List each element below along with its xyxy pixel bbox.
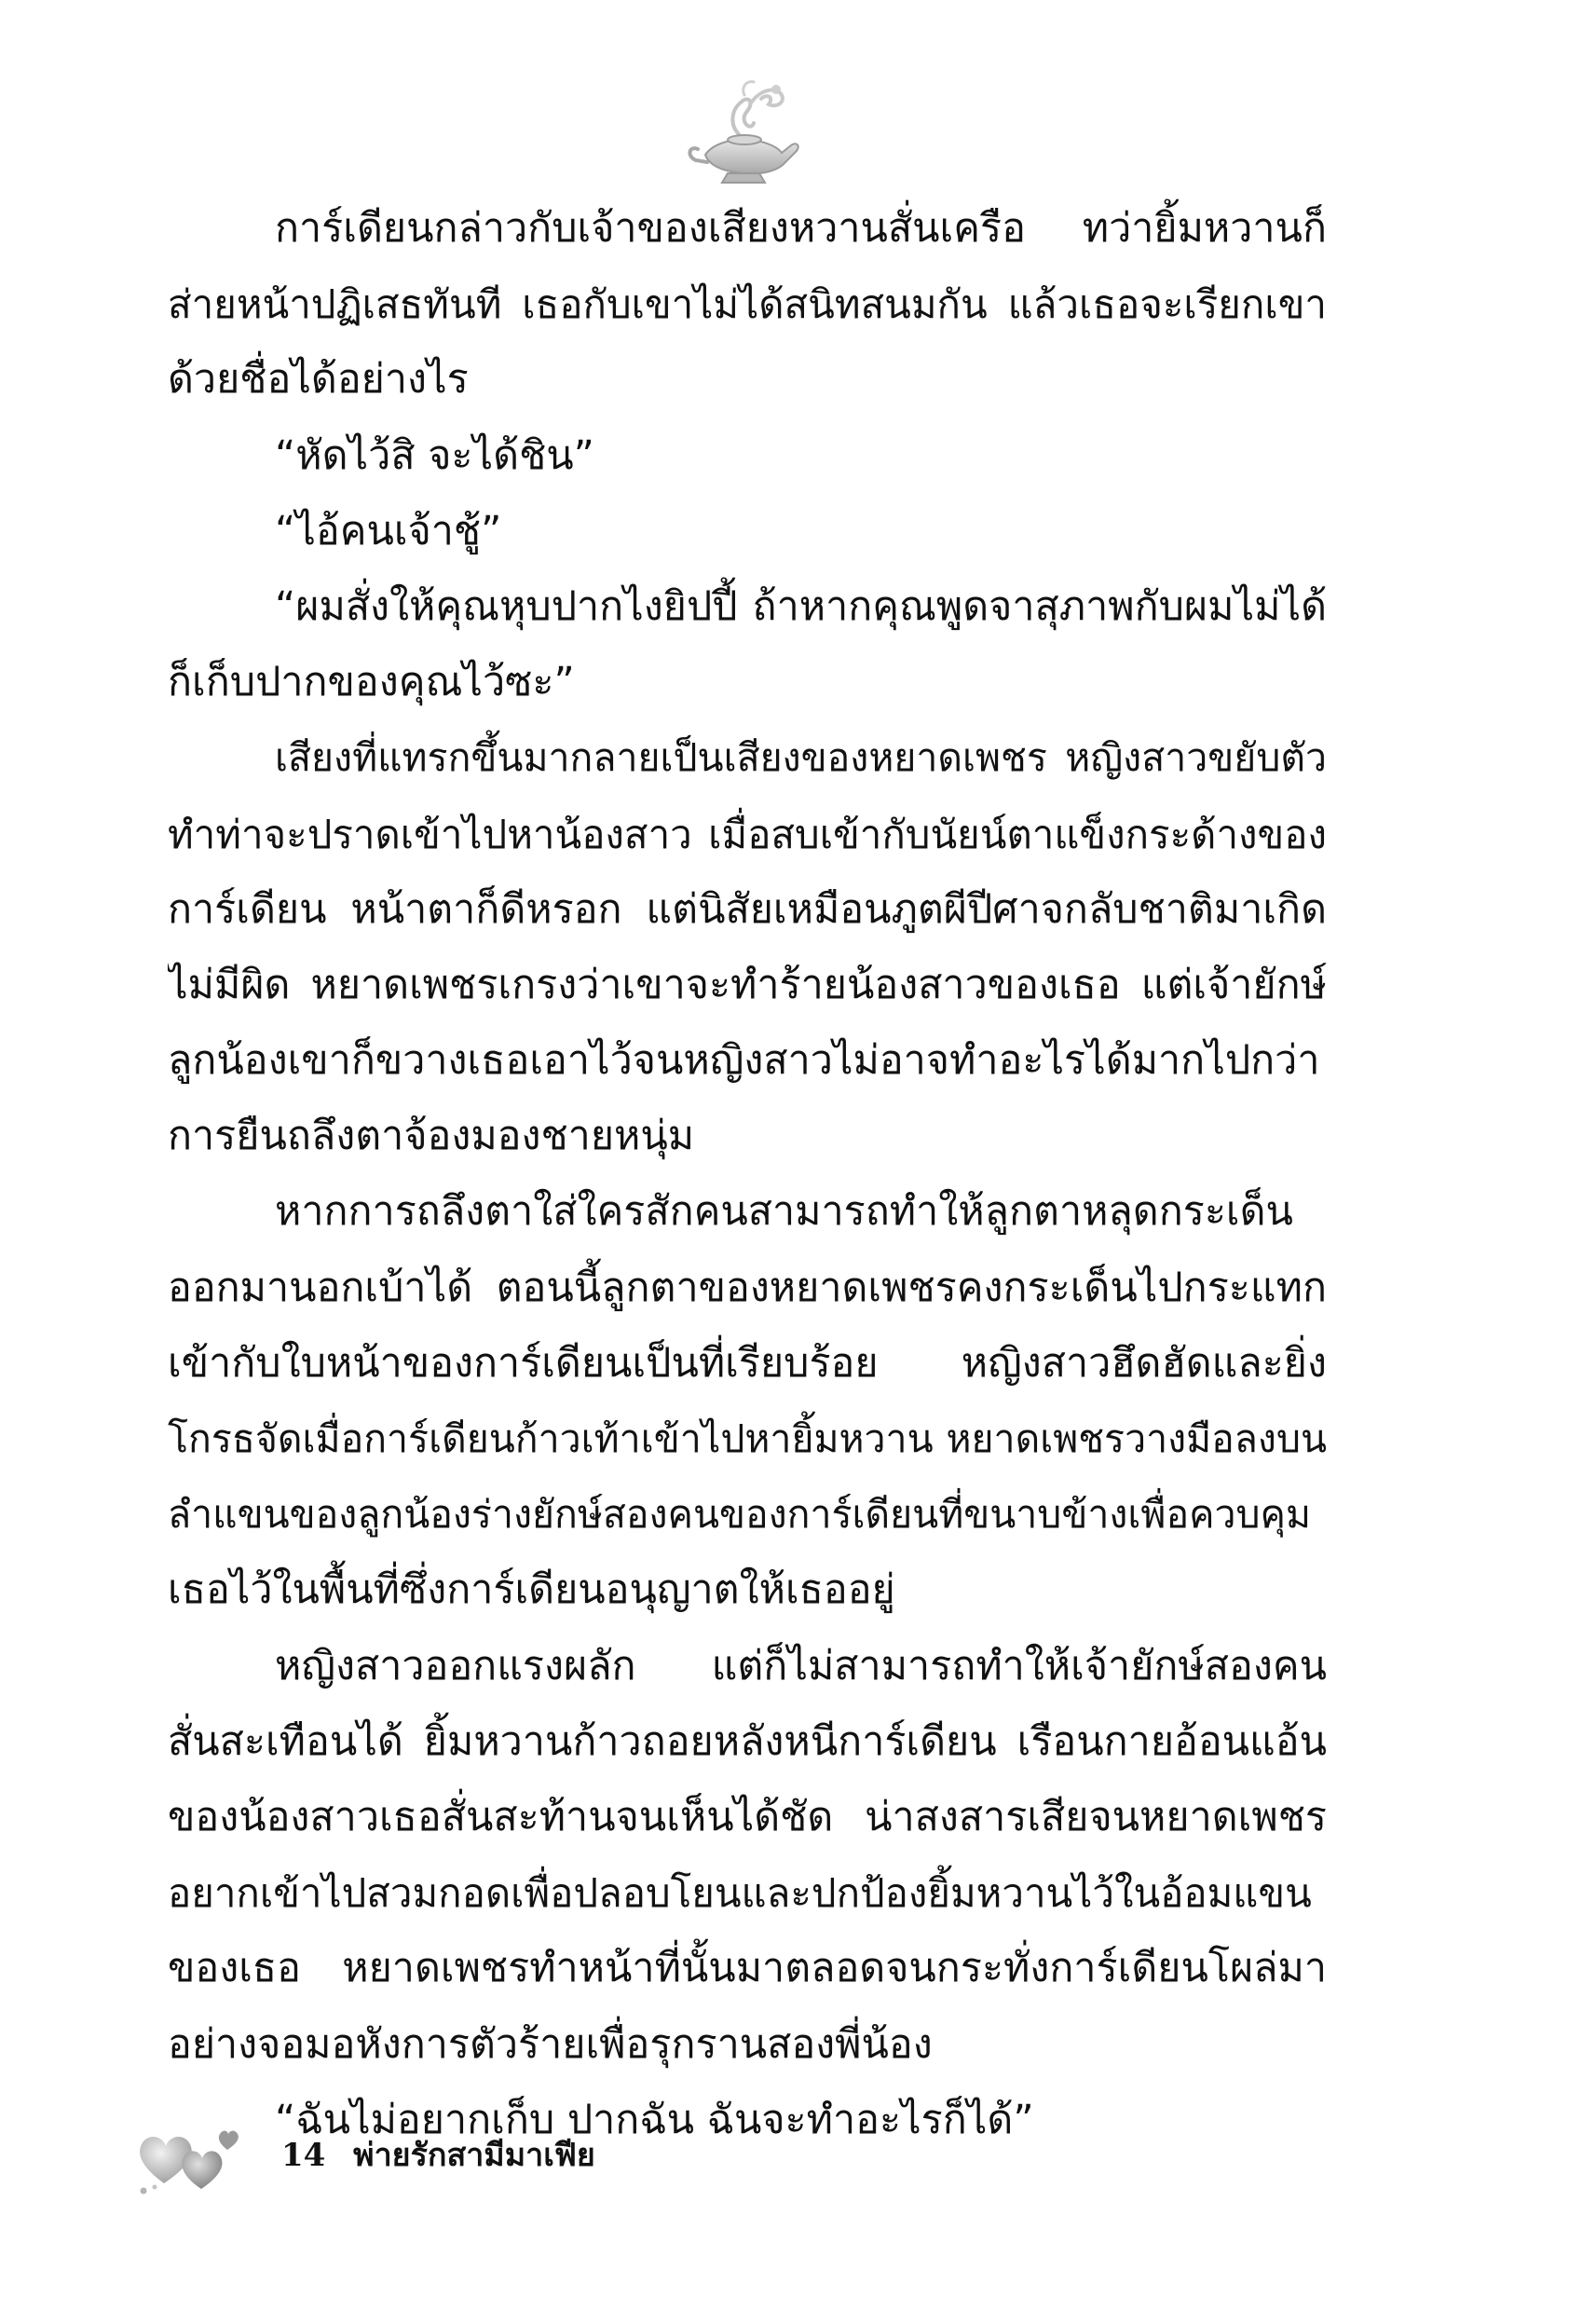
text-line: การ์เดียนกล่าวกับเจ้าของเสียงหวานสั่นเครือ ทว่ายิ้มหวานก็ — [275, 205, 1327, 252]
text-line: โกรธจัดเมื่อการ์เดียนก้าวเท้าเข้าไปหายิ้มหวาน หยาดเพชรวางมือลงบน — [168, 1416, 1327, 1461]
text-line: “ไอ้คนเจ้าชู้” — [275, 507, 502, 554]
text-line: การ์เดียน หน้าตาก็ดีหรอก แต่นิสัยเหมือนภูตผีปีศาจกลับชาติมาเกิด — [168, 885, 1327, 933]
text-line: ด้วยชื่อได้อย่างไร — [168, 356, 469, 403]
text-line: ลำแขนของลูกน้องร่างยักษ์สองคนของการ์เดียนที่ขนาบข้างเพื่อควบคุม — [168, 1492, 1311, 1538]
paragraph — [168, 720, 1327, 1174]
paragraph — [168, 191, 1327, 418]
text-line: ออกมานอกเบ้าได้ ตอนนี้ลูกตาของหยาดเพชรคงกระเด็นไปกระแทก — [168, 1264, 1327, 1311]
page-text — [168, 191, 1327, 2158]
paragraph — [168, 1174, 1327, 1628]
text-line: เธอไว้ในพื้นที่ซึ่งการ์เดียนอนุญาตให้เธออยู่ — [168, 1566, 895, 1614]
text-line: “ผมสั่งให้คุณหุบปากไงยิปปี้ ถ้าหากคุณพูดจาสุภาพกับผมไม่ได้ — [275, 582, 1327, 630]
text-line: อยากเข้าไปสวมกอดเพื่อปลอบโยนและปกป้องยิ้มหวานไว้ในอ้อมแขน — [168, 1870, 1312, 1917]
magic-lamp-icon — [685, 76, 806, 186]
text-line: “หัดไว้สิ จะได้ชิน” — [275, 431, 594, 479]
text-line: ทำท่าจะปราดเข้าไปหาน้องสาว เมื่อสบเข้ากับนัยน์ตาแข็งกระด้างของ — [168, 811, 1327, 857]
grey-hearts-icon — [130, 2111, 252, 2195]
paragraph — [168, 418, 1327, 494]
text-line: เสียงที่แทรกขึ้นมากลายเป็นเสียงของหยาดเพชร หญิงสาวขยับตัว — [275, 735, 1327, 781]
text-line: หญิงสาวออกแรงผลัก แต่ก็ไม่สามารถทำให้เจ้ายักษ์สองคน — [275, 1642, 1327, 1689]
text-line: หากการถลึงตาใส่ใครสักคนสามารถทำให้ลูกตาหลุดกระเด็น — [275, 1188, 1293, 1236]
text-line: ส่ายหน้าปฏิเสธทันที เธอกับเขาไม่ได้สนิทสนมกัน แล้วเธอจะเรียกเขา — [168, 281, 1327, 328]
text-line: ของน้องสาวเธอสั่นสะท้านจนเห็นได้ชัด น่าสงสารเสียจนหยาดเพชร — [168, 1793, 1327, 1840]
footer-running-title — [281, 2135, 595, 2176]
text-line: ก็เก็บปากของคุณไว้ซะ” — [168, 659, 575, 706]
page-number: 14 — [281, 2137, 326, 2174]
text-line: ของเธอ หยาดเพชรทำหน้าที่นั้นมาตลอดจนกระทั่งการ์เดียนโผล่มา — [168, 1945, 1327, 1992]
paragraph — [168, 494, 1327, 569]
paragraph — [168, 1629, 1327, 2083]
text-line: สั่นสะเทือนได้ ยิ้มหวานก้าวถอยหลังหนีการ์เดียน เรือนกายอ้อนแอ้น — [168, 1717, 1327, 1765]
text-line: ไม่มีผิด หยาดเพชรเกรงว่าเขาจะทำร้ายน้องสาวของเธอ แต่เจ้ายักษ์ — [168, 961, 1327, 1008]
paragraph — [168, 569, 1327, 720]
book-title: พ่ายรักสามีมาเฟีย — [353, 2137, 595, 2174]
text-line: “ฉันไม่อยากเก็บ ปากฉัน ฉันจะทำอะไรก็ได้” — [275, 2096, 1034, 2143]
page-footer — [130, 2111, 689, 2195]
text-line: เข้ากับใบหน้าของการ์เดียนเป็นที่เรียบร้อย หญิงสาวฮึดฮัดและยิ่ง — [168, 1339, 1327, 1387]
text-line: การยืนถลึงตาจ้องมองชายหนุ่ม — [168, 1113, 695, 1160]
text-line: ลูกน้องเขาก็ขวางเธอเอาไว้จนหญิงสาวไม่อาจทำอะไรได้มากไปกว่า — [168, 1037, 1320, 1085]
text-line: อย่างจอมอหังการตัวร้ายเพื่อรุกรานสองพี่น้อง — [168, 2020, 933, 2068]
